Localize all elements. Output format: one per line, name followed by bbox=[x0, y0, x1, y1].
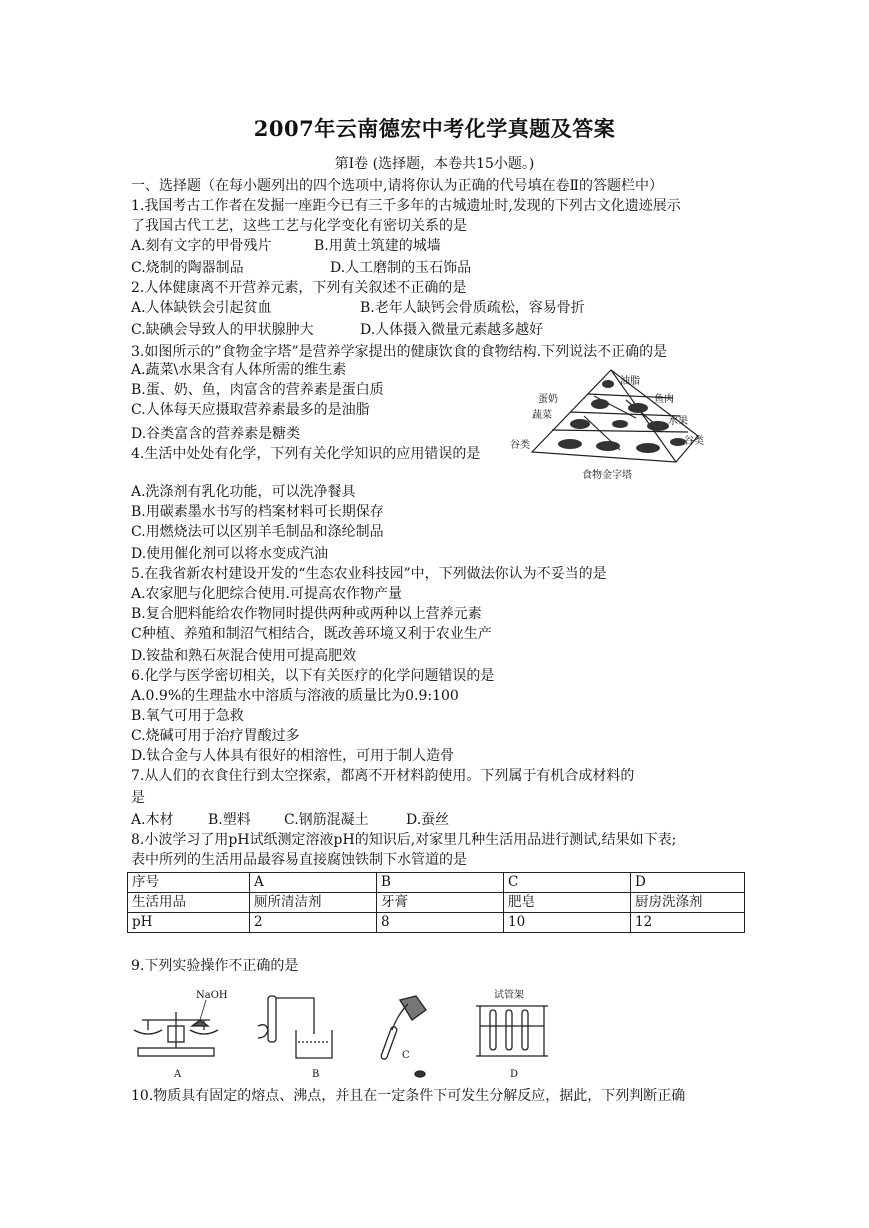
table-cell: C bbox=[504, 873, 631, 893]
pyramid-label-fish-meat: 鱼肉 bbox=[654, 394, 674, 405]
ph-table bbox=[127, 872, 745, 933]
table-cell: 牙膏 bbox=[377, 893, 504, 913]
q4-option-a: A.洗涤剂有乳化功能，可以洗净餐具 bbox=[131, 484, 356, 500]
section-heading: 一、选择题（在每小题列出的四个选项中,请将你认为正确的代号填在卷Ⅱ的答题栏中） bbox=[131, 178, 663, 194]
q2-option-a: A.人体缺铁会引起贫血 bbox=[131, 300, 272, 316]
table-row bbox=[128, 893, 745, 913]
q4-option-b: B.用碳素墨水书写的档案材料可长期保存 bbox=[131, 504, 384, 520]
lab-apparatus-figure bbox=[128, 986, 548, 1078]
pyramid-label-fruit: 水果 bbox=[668, 416, 688, 427]
table-cell: 2 bbox=[250, 913, 377, 933]
q3-option-a: A.蔬菜\水果含有人体所需的维生素 bbox=[131, 362, 347, 378]
q1-stem-line2: 了我国古代工艺，这些工艺与化学变化有密切关系的是 bbox=[131, 218, 467, 234]
q4-stem: 4.生活中处处有化学，下列有关化学知识的应用错误的是 bbox=[131, 446, 481, 462]
q6-stem: 6.化学与医学密切相关，以下有关医疗的化学问题错误的是 bbox=[131, 668, 495, 684]
table-cell: 厨房洗涤剂 bbox=[631, 893, 745, 913]
q2-option-d: D.人体摄入微量元素越多越好 bbox=[360, 322, 544, 338]
q3-stem: 3.如图所示的”食物金字塔”是营养学家提出的健康饮食的食物结构.下列说法不正确的是 bbox=[131, 344, 668, 360]
q8-stem-line2: 表中所列的生活用品最容易直接腐蚀铁制下水管道的是 bbox=[131, 852, 467, 868]
food-pyramid-figure bbox=[508, 366, 713, 486]
table-cell: pH bbox=[128, 913, 250, 933]
table-row bbox=[128, 873, 745, 893]
balance-illustration bbox=[134, 1012, 218, 1056]
table-cell: 肥皂 bbox=[504, 893, 631, 913]
q4-option-c: C.用燃烧法可以区别羊毛制品和涤纶制品 bbox=[131, 524, 384, 540]
pyramid-caption: 食物金字塔 bbox=[582, 470, 632, 481]
pyramid-label-grain-right: 谷类 bbox=[684, 436, 704, 447]
q2-option-b: B.老年人缺钙会骨质疏松，容易骨折 bbox=[360, 300, 585, 316]
apparatus-label-d: D bbox=[510, 1069, 519, 1078]
q5-option-c: C种植、养殖和制沼气相结合，既改善环境又利于农业生产 bbox=[131, 626, 492, 642]
q5-option-d: D.铵盐和熟石灰混合使用可提高肥效 bbox=[131, 648, 357, 664]
test-tube-rack-illustration bbox=[476, 1006, 548, 1056]
beaker-illustration bbox=[258, 996, 332, 1058]
q1-option-b: B.用黄土筑建的城墙 bbox=[314, 238, 441, 254]
q5-stem: 5.在我省新农村建设开发的“生态农业科技园”中，下列做法你认为不妥当的是 bbox=[131, 566, 607, 582]
q6-option-b: B.氧气可用于急救 bbox=[131, 708, 244, 724]
q7-option-c: C.钢筋混凝土 bbox=[284, 812, 369, 828]
table-row bbox=[128, 913, 745, 933]
q7-stem-line1: 7.从人们的衣食住行到太空探索，都离不开材料韵使用。下列属于有机合成材料的 bbox=[131, 768, 635, 784]
pyramid-label-oil: 油脂 bbox=[620, 376, 640, 387]
q7-stem-line2: 是 bbox=[131, 790, 145, 806]
q1-option-d: D.人工磨制的玉石饰品 bbox=[330, 260, 472, 276]
table-cell: 序号 bbox=[128, 873, 250, 893]
q6-option-a: A.0.9%的生理盐水中溶质与溶液的质量比为0.9:100 bbox=[131, 688, 459, 704]
table-cell: B bbox=[377, 873, 504, 893]
q2-option-c: C.缺碘会导致人的甲状腺肿大 bbox=[131, 322, 314, 338]
table-cell: 12 bbox=[631, 913, 745, 933]
q4-option-d: D.使用催化剂可以将水变成汽油 bbox=[131, 546, 329, 562]
pyramid-label-grain-left: 谷类 bbox=[510, 440, 530, 451]
pouring-illustration bbox=[380, 996, 426, 1077]
table-cell: 10 bbox=[504, 913, 631, 933]
q7-option-d: D.蚕丝 bbox=[406, 812, 450, 828]
page-title: 2007年云南德宏中考化学真题及答案 bbox=[253, 116, 616, 141]
q3-option-b: B.蛋、奶、鱼，肉富含的营养素是蛋白质 bbox=[131, 382, 384, 398]
q8-stem-line1: 8.小波学习了用pH试纸测定溶液pH的知识后,对家里几种生活用品进行测试,结果如下表; bbox=[131, 832, 677, 848]
part-subtitle: 第Ⅰ卷 (选择题，本卷共15小题。) bbox=[334, 156, 535, 172]
apparatus-label-c: C bbox=[402, 1050, 410, 1061]
table-cell: 8 bbox=[377, 913, 504, 933]
q7-option-b: B.塑料 bbox=[208, 812, 251, 828]
naoh-label: NaOH bbox=[196, 990, 228, 1001]
q6-option-c: C.烧碱可用于治疗胃酸过多 bbox=[131, 728, 300, 744]
q9-stem: 9.下列实验操作不正确的是 bbox=[131, 958, 299, 974]
q2-stem: 2.人体健康离不开营养元素，下列有关叙述不正确的是 bbox=[131, 280, 467, 296]
q1-option-c: C.烧制的陶器制品 bbox=[131, 260, 244, 276]
q3-option-d: D.谷类富含的营养素是糖类 bbox=[131, 426, 301, 442]
q10-stem: 10.物质具有固定的熔点、沸点，并且在一定条件下可发生分解反应，据此，下列判断正确 bbox=[131, 1088, 686, 1104]
q1-stem-line1: 1.我国考古工作者在发掘一座距今已有三千多年的古城遗址时,发现的下列古文化遗迹展示 bbox=[131, 198, 681, 214]
table-cell: D bbox=[631, 873, 745, 893]
q7-option-a: A.木材 bbox=[131, 812, 174, 828]
apparatus-label-a: A bbox=[174, 1069, 182, 1078]
table-cell: 生活用品 bbox=[128, 893, 250, 913]
apparatus-label-b: B bbox=[312, 1069, 320, 1078]
q6-option-d: D.钛合金与人体具有很好的相溶性，可用于制人造骨 bbox=[131, 748, 455, 764]
q3-option-c: C.人体每天应摄取营养素最多的是油脂 bbox=[131, 402, 370, 418]
q5-option-a: A.农家肥与化肥综合使用.可提高农作物产量 bbox=[131, 586, 403, 602]
q5-option-b: B.复合肥料能给农作物同时提供两种或两种以上营养元素 bbox=[131, 606, 482, 622]
rack-label: 试管架 bbox=[494, 990, 524, 1001]
table-cell: A bbox=[250, 873, 377, 893]
pyramid-label-vegetable: 蔬菜 bbox=[532, 410, 552, 421]
table-cell: 厕所清洁剂 bbox=[250, 893, 377, 913]
pyramid-label-egg-milk: 蛋奶 bbox=[538, 394, 558, 405]
q1-option-a: A.刻有文字的甲骨残片 bbox=[131, 238, 272, 254]
